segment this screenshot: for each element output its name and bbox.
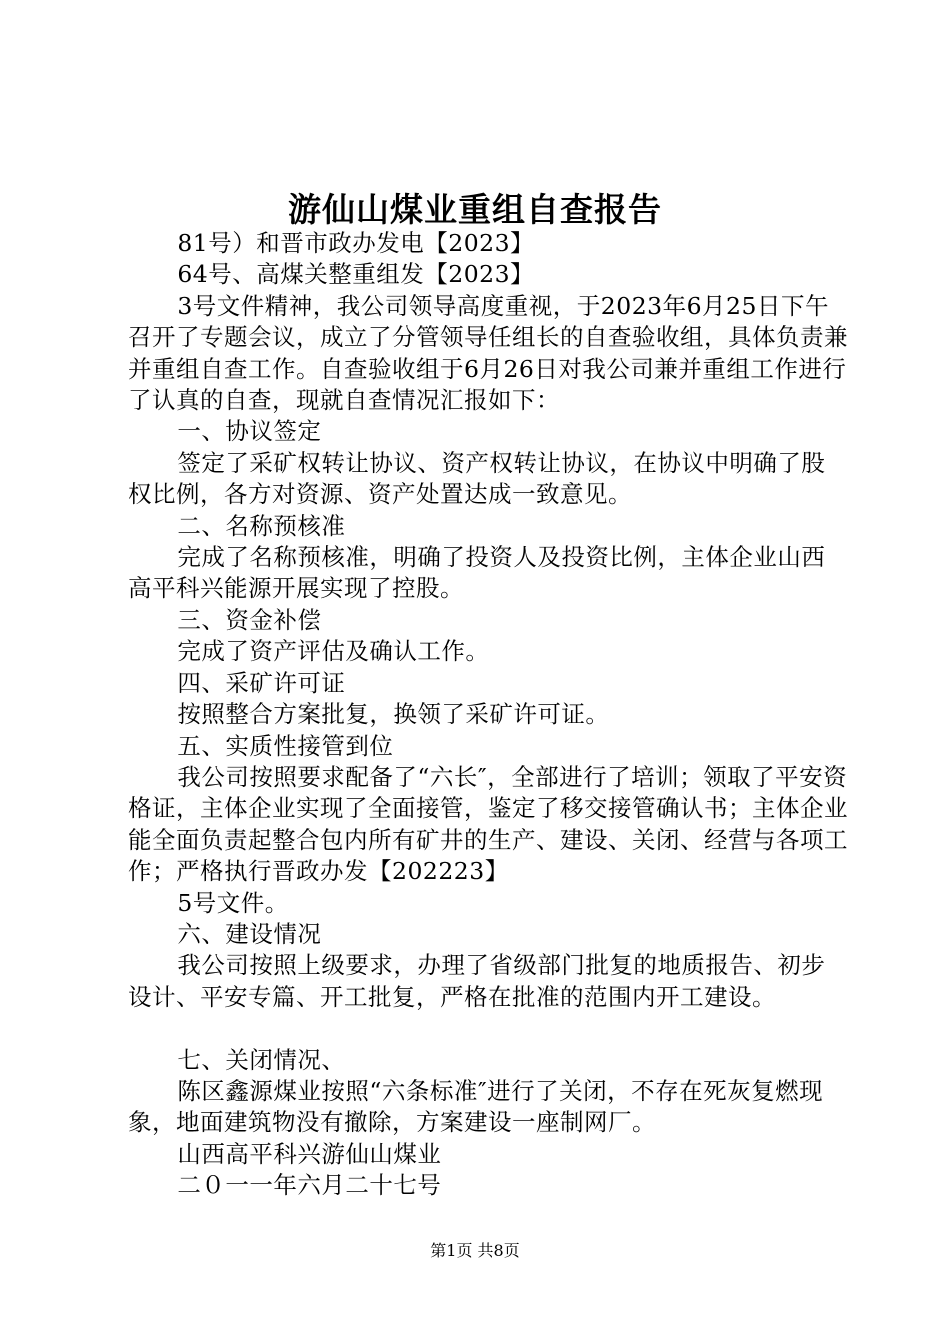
paragraph: 3号文件精神，我公司领导高度重视，于2023年6月25日下午召开了专题会议，成立了分管领导任组长的自查验收组，具体负责兼并重组自查工作。自查验收组于6月26日对我公司兼并重组工作进行了认真的自查，现就自查情况汇报如下： xyxy=(128,291,848,415)
document-body xyxy=(128,228,848,1202)
paragraph: 完成了名称预核准，明确了投资人及投资比例，主体企业山西高平科兴能源开展实现了控股。 xyxy=(128,543,826,603)
paragraph: 按照整合方案批复，换领了采矿许可证。 xyxy=(177,700,610,729)
section-heading: 五、实质性接管到位 xyxy=(177,731,394,760)
section-heading: 七、关闭情况、 xyxy=(177,1045,346,1074)
section-heading: 六、建设情况 xyxy=(177,919,322,948)
paragraph: 完成了资产评估及确认工作。 xyxy=(177,637,490,666)
document-title: 游仙山煤业重组自查报告 xyxy=(288,190,662,229)
paragraph: 81号）和晋市政办发电【2023】 xyxy=(177,229,535,257)
signature-date: 二０一一年六月二十七号 xyxy=(177,1171,442,1200)
section-heading: 二、名称预核准 xyxy=(177,511,346,540)
section-heading: 三、资金补偿 xyxy=(177,605,322,634)
paragraph: 我公司按照上级要求，办理了省级部门批复的地质报告、初步设计、平安专篇、开工批复，严格在批准的范围内开工建设。 xyxy=(128,951,826,1011)
paragraph: 5号文件。 xyxy=(177,888,289,917)
paragraph: 64号、高煤关整重组发【2023】 xyxy=(177,260,535,289)
section-heading: 一、协议签定 xyxy=(177,417,322,446)
page-number: 第1页 共8页 xyxy=(430,1241,520,1260)
paragraph: 我公司按照要求配备了“六长″，全部进行了培训；领取了平安资格证，主体企业实现了全面接管，鉴定了移交接管确认书；主体企业能全面负责起整合包内所有矿井的生产、建设、关闭、经营与各项工作；严格执行晋政办发【202223】 xyxy=(128,762,848,886)
signature-organization: 山西高平科兴游仙山煤业 xyxy=(177,1139,442,1168)
paragraph: 陈区鑫源煤业按照“六条标准″进行了关闭，不存在死灰复燃现象，地面建筑物没有撤除，方案建设一座制网厂。 xyxy=(128,1076,824,1137)
section-heading: 四、采矿许可证 xyxy=(177,668,346,697)
paragraph: 签定了采矿权转让协议、资产权转让协议，在协议中明确了股权比例，各方对资源、资产处置达成一致意见。 xyxy=(128,448,826,509)
blank-line xyxy=(128,1013,848,1044)
